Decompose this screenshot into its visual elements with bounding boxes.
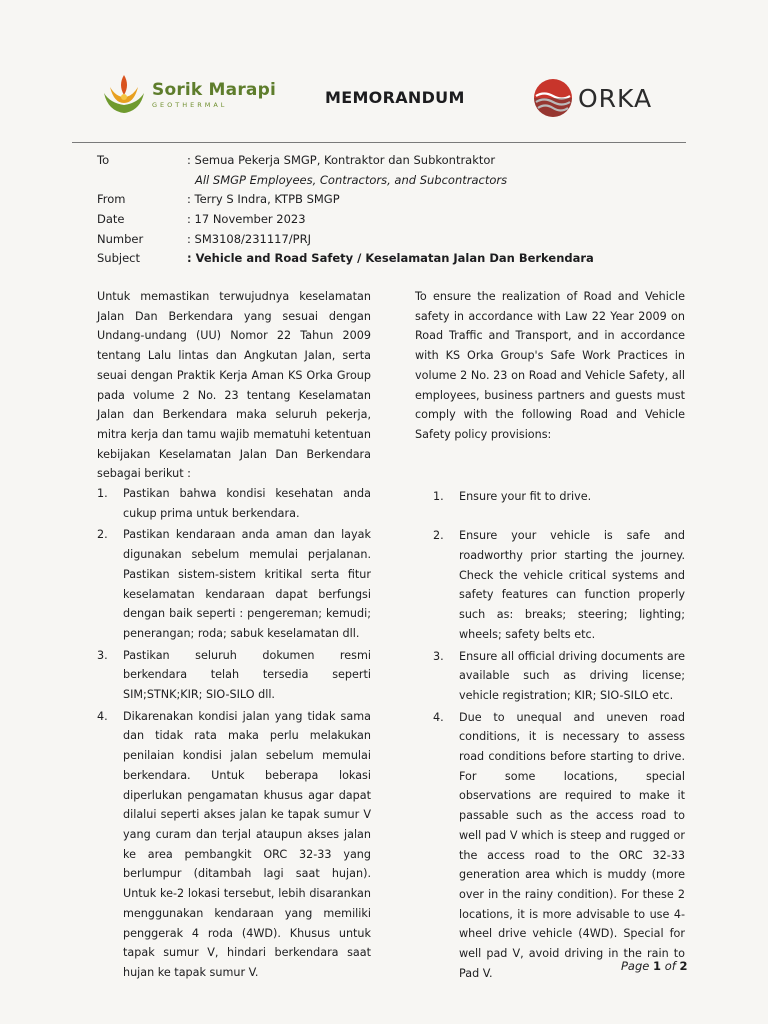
to-label: To [97, 153, 110, 167]
item-number: 2. [97, 528, 108, 542]
sorik-marapi-logo [100, 73, 276, 117]
list-item-id-4 [97, 707, 371, 983]
page-number [621, 959, 687, 973]
item-text: Dikarenakan kondisi jalan yang tidak sama dan tidak rata maka perlu melakukan penilaian kondisi jalan sebelum memulai berkendara. Untuk beberapa lokasi diperlukan pengamatan khusus agar dapat dilalui seperti akses jalan ke tapak sumur V yang curam dan terjal ataupun akses jalan ke area pembangkit ORC 32-33 yang berlumpur (ditambah lagi saat hujan). Untuk ke-2 lokasi tersebut, lebih disarankan menggunakan kendaraan yang memiliki penggerak 4 roda (4WD). Khusus untuk tapak sumur V, hindari berkendara saat hujan ke tapak sumur V. [123, 709, 371, 979]
item-number: 4. [433, 710, 444, 724]
list-item-en-2 [415, 526, 685, 644]
list-item-en-3 [415, 647, 685, 706]
list-item-id-1 [97, 484, 371, 523]
list-item-id-2 [97, 525, 371, 643]
meta-row-date [97, 210, 697, 230]
header-divider [72, 142, 686, 143]
meta-row-subject [97, 249, 697, 269]
of-word: of [664, 959, 676, 973]
right-logo-name: ORKA [578, 83, 653, 113]
intro-id: Untuk memastikan terwujudnya keselamatan Jalan Dan Berkendara yang sesuai dengan Undang-undang (UU) Nomor 22 Tahun 2009 tentang Lalu lintas dan Angkutan Jalan, serta seuai dengan Praktik Kerja Aman KS Orka Group pada volume 2 No. 23 tentang Keselamatan Jalan dan Berkendara maka seluruh pekerja, mitra kerja dan tamu wajib mematuhi ketentuan kebijakan Keselamatan Jalan Dan Berkendara sebagai berikut : [97, 290, 371, 481]
memo-meta [97, 151, 697, 269]
page-title: MEMORANDUM [325, 88, 465, 107]
item-text: Ensure all official driving documents are available such as driving license; vehicle registration; KIR; SIO-SILO etc. [459, 649, 685, 702]
meta-row-from [97, 190, 697, 210]
list-item-en-1 [415, 487, 685, 507]
to-value: : Semua Pekerja SMGP, Kontraktor dan Subkontraktor [187, 153, 496, 167]
item-text: Ensure your vehicle is safe and roadworthy prior starting the journey. Check the vehicle critical systems and safety features can function properly such as: breaks; steering; lighting; wheels; safety belts etc. [459, 529, 685, 641]
body-indonesian [97, 287, 371, 983]
list-item-en-4 [415, 708, 688, 984]
number-label: Number [97, 231, 144, 246]
number-value: : SM3108/231117/PRJ [187, 231, 311, 246]
intro-en: To ensure the realization of Road and Vehicle safety in accordance with Law 22 Year 2009 on Road Traffic and Transport, and in accordance with KS Orka Group's Safe Work Practices in volume 2 No. 23 on Road and Vehicle Safety, all employees, business partners and guests must comply with the following Road and Vehicle Safety policy provisions: [415, 290, 685, 441]
item-number: 4. [97, 709, 108, 723]
item-text: Due to unequal and uneven road conditions, it is necessary to assess road conditions before starting to drive. For some locations, special observations are required to make it passable such as the access road to well pad V which is steep and rugged or the access road to the ORC 32-33 generation area which is muddy (more over in the rainy condition). For these 2 locations, it is more advisable to use 4-wheel drive vehicle (4WD). Special for well pad V, avoid driving in the rain to Pad V. [459, 710, 685, 980]
orka-logo [533, 78, 652, 118]
meta-row-to [97, 151, 697, 171]
item-number: 2. [433, 529, 444, 543]
orka-logo-icon [533, 78, 573, 118]
item-number: 3. [97, 648, 108, 662]
item-text: Pastikan kendaraan anda aman dan layak digunakan sebelum memulai perjalanan. Pastikan sistem-sistem kritikal serta fitur keselamatan kendaraan dapat berfungsi dengan baik seperti : pengereman; kemudi; penerangan; roda; sabuk keselamatan dll. [123, 528, 371, 640]
from-value: : Terry S Indra, KTPB SMGP [187, 192, 340, 207]
meta-row-to-en [97, 171, 697, 191]
date-label: Date [97, 212, 125, 227]
to-value-en: All SMGP Employees, Contractors, and Subcontractors [195, 172, 508, 187]
item-text: Pastikan bahwa kondisi kesehatan anda cukup prima untuk berkendara. [123, 487, 371, 520]
list-item-id-3 [97, 646, 371, 705]
subject-value: : Vehicle and Road Safety / Keselamatan Jalan Dan Berkendara [187, 251, 594, 266]
body-english [415, 287, 688, 984]
subject-label: Subject [97, 251, 140, 266]
item-number: 1. [433, 489, 444, 503]
item-text: Ensure your fit to drive. [459, 489, 592, 503]
sorik-marapi-logo-icon [100, 73, 148, 117]
item-number: 1. [97, 487, 108, 501]
page-current: 1 [653, 959, 662, 973]
item-text: Pastikan seluruh dokumen resmi berkendara telah tersedia seperti SIM;STNK;KIR; SIO-SILO dll. [123, 648, 371, 702]
from-label: From [97, 192, 126, 207]
page-total: 2 [679, 959, 688, 973]
date-value: : 17 November 2023 [187, 212, 306, 227]
left-logo-name: Sorik Marapi [152, 79, 276, 100]
item-number: 3. [433, 649, 444, 663]
page-word: Page [621, 959, 650, 973]
meta-row-number [97, 230, 697, 250]
left-logo-subtitle: GEOTHERMAL [152, 100, 228, 109]
